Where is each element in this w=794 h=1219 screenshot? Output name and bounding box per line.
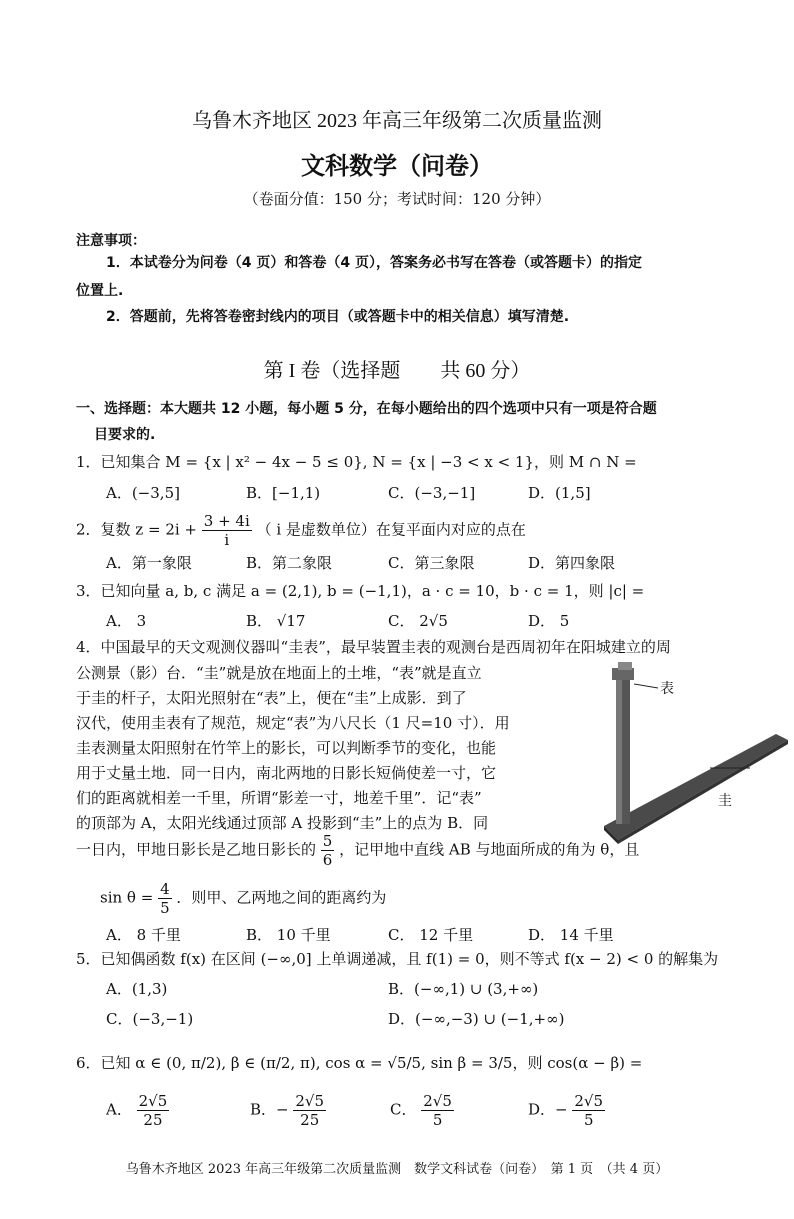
label-gui: 圭: [718, 793, 732, 809]
question-4-line-7: 们的距离就相差一千里，所谓“影差一寸，地差千里”．记“表”: [76, 789, 482, 807]
q6-d-fraction: [572, 1092, 605, 1129]
notice-item-1: 1．本试卷分为问卷（4 页）和答卷（4 页），答案务必书写在答卷（或答题卡）的指定: [106, 255, 642, 271]
q3-option-d: D． 5: [528, 612, 570, 630]
q6-d-label: D．−: [528, 1100, 568, 1119]
notice-item-2: 2．答题前，先将答卷密封线内的项目（或答题卡中的相关信息）填写清楚.: [106, 309, 570, 325]
question-6-stem: 6．已知 α ∈ (0, π/2), β ∈ (π/2, π), cos α = √5/5, sin β = 3/5，则 cos(α − β) =: [76, 1054, 643, 1072]
q2-frac-den: i: [224, 531, 230, 549]
q5-option-c: C．(−3,−1): [106, 1010, 194, 1028]
q4-line10-pre: sin θ =: [100, 888, 154, 907]
q6-d-den: 5: [583, 1111, 594, 1129]
q6-option-d: [528, 1092, 605, 1129]
q6-c-num: 2√5: [423, 1092, 452, 1110]
q5-option-b: B．(−∞,1) ∪ (3,+∞): [388, 980, 539, 998]
question-2-stem: [76, 512, 526, 549]
q1-option-d: D．(1,5]: [528, 484, 591, 502]
q2-stem-post: （ i 是虚数单位）在复平面内对应的点在: [256, 520, 526, 539]
q2-stem-pre: 2．复数 z = 2i +: [76, 520, 197, 539]
q6-a-num: 2√5: [138, 1092, 168, 1110]
section-intro-cont: 目要求的.: [94, 427, 156, 443]
q5-option-a: A．(1,3): [106, 980, 168, 998]
q4-option-a: A． 8 千里: [106, 926, 181, 944]
q6-c-den: 5: [432, 1111, 443, 1129]
section-title: 第 I 卷（选择题 共 60 分）: [263, 360, 531, 382]
question-4-line-10: [100, 880, 386, 917]
q4-line9-post: ，记甲地中直线 AB 与地面所成的角为 θ，且: [339, 840, 640, 859]
q4-option-c: C． 12 千里: [388, 926, 474, 944]
question-4-line-4: 汉代，使用圭表有了规范，规定“表”为八尺长（1 尺=10 寸）．用: [76, 714, 510, 732]
q1-option-b: B．[−1,1): [246, 484, 321, 502]
q3-option-b: B． √17: [246, 612, 306, 630]
q4-line10-post: ．则甲、乙两地之间的距离约为: [176, 888, 387, 907]
q6-a-fraction: [137, 1092, 170, 1129]
q3-option-a: A． 3: [106, 612, 147, 630]
notice-label: 注意事项：: [76, 233, 146, 249]
page-footer: 乌鲁木齐地区 2023 年高三年级第二次质量监测 数学文科试卷（问卷） 第 1 页 （共 4 页）: [125, 1162, 669, 1177]
q6-d-num: 2√5: [574, 1092, 604, 1110]
q4-option-d: D． 14 千里: [528, 926, 614, 944]
q6-b-fraction: [293, 1092, 326, 1129]
q2-option-b: B．第二象限: [246, 554, 333, 572]
q1-option-c: C．(−3,−1]: [388, 484, 476, 502]
question-4-line-3: 于圭的杆子，太阳光照射在“表”上，便在“圭”上成影．到了: [76, 689, 467, 707]
question-4-line-2: 公测景（影）台．“圭”就是放在地面上的土堆，“表”就是直立: [76, 664, 482, 682]
q6-a-label: A．: [106, 1100, 132, 1119]
q4-line9-den: 6: [322, 851, 333, 869]
guibiao-image: [600, 658, 788, 848]
q6-c-label: C．: [390, 1100, 417, 1119]
q4-line10-num: 4: [160, 880, 170, 898]
q6-option-b: [250, 1092, 326, 1129]
question-4-line-1: 4．中国最早的天文观测仪器叫“圭表”，最早装置圭表的观测台是西周初年在阳城建立的周: [76, 638, 671, 656]
question-4-line-5: 圭表测量太阳照射在竹竿上的影长，可以判断季节的变化，也能: [76, 739, 497, 757]
q4-line9-num: 5: [322, 832, 333, 850]
q6-option-a: [106, 1092, 169, 1129]
q6-b-label: B．−: [250, 1100, 289, 1119]
q2-option-a: A．第一象限: [106, 554, 192, 572]
q1-option-a: A．(−3,5]: [106, 484, 180, 502]
q2-fraction: [202, 512, 252, 549]
q2-option-c: C．第三象限: [388, 554, 475, 572]
q2-option-d: D．第四象限: [528, 554, 616, 572]
label-biao: 表: [660, 681, 674, 697]
question-4-line-6: 用于丈量土地．同一日内，南北两地的日影长短倘使差一寸，它: [76, 764, 497, 782]
q6-b-den: 25: [300, 1111, 320, 1129]
question-4-line-8: 的顶部为 A，太阳光线通过顶部 A 投影到“圭”上的点为 B．同: [76, 814, 489, 832]
exam-meta: （卷面分值：150 分；考试时间：120 分钟）: [243, 190, 551, 208]
question-1-stem: 1．已知集合 M = {x | x² − 4x − 5 ≤ 0}, N = {x | −3 < x < 1}，则 M ∩ N =: [76, 453, 637, 471]
q4-line9-pre: 一日内，甲地日影长是乙地日影长的: [76, 840, 317, 859]
exam-subtitle: 文科数学（问卷）: [301, 152, 493, 180]
guibiao-illustration: [600, 658, 788, 848]
section-intro: 一、选择题：本大题共 12 小题，每小题 5 分，在每小题给出的四个选项中只有一项是符合题: [76, 401, 657, 417]
q4-line9-fraction: [321, 832, 335, 869]
q4-option-b: B． 10 千里: [246, 926, 331, 944]
q6-c-fraction: [421, 1092, 454, 1129]
q4-line10-den: 5: [160, 899, 170, 917]
q6-b-num: 2√5: [295, 1092, 325, 1110]
q6-a-den: 25: [143, 1111, 163, 1129]
q5-option-d: D．(−∞,−3) ∪ (−1,+∞): [388, 1010, 565, 1028]
notice-item-1-cont: 位置上.: [76, 283, 124, 299]
question-5-stem: 5．已知偶函数 f(x) 在区间 (−∞,0] 上单调递减，且 f(1) = 0，则不等式 f(x − 2) < 0 的解集为: [76, 950, 719, 968]
q6-option-c: [390, 1092, 454, 1129]
q2-frac-num: 3 + 4i: [203, 512, 250, 530]
q3-option-c: C． 2√5: [388, 612, 448, 630]
question-4-line-9: [76, 832, 639, 869]
q4-line10-fraction: [158, 880, 172, 917]
question-3-stem: 3．已知向量 a, b, c 满足 a = (2,1), b = (−1,1)，a · c = 10，b · c = 1，则 |c| =: [76, 582, 645, 600]
exam-title: 乌鲁木齐地区 2023 年高三年级第二次质量监测: [192, 110, 602, 132]
